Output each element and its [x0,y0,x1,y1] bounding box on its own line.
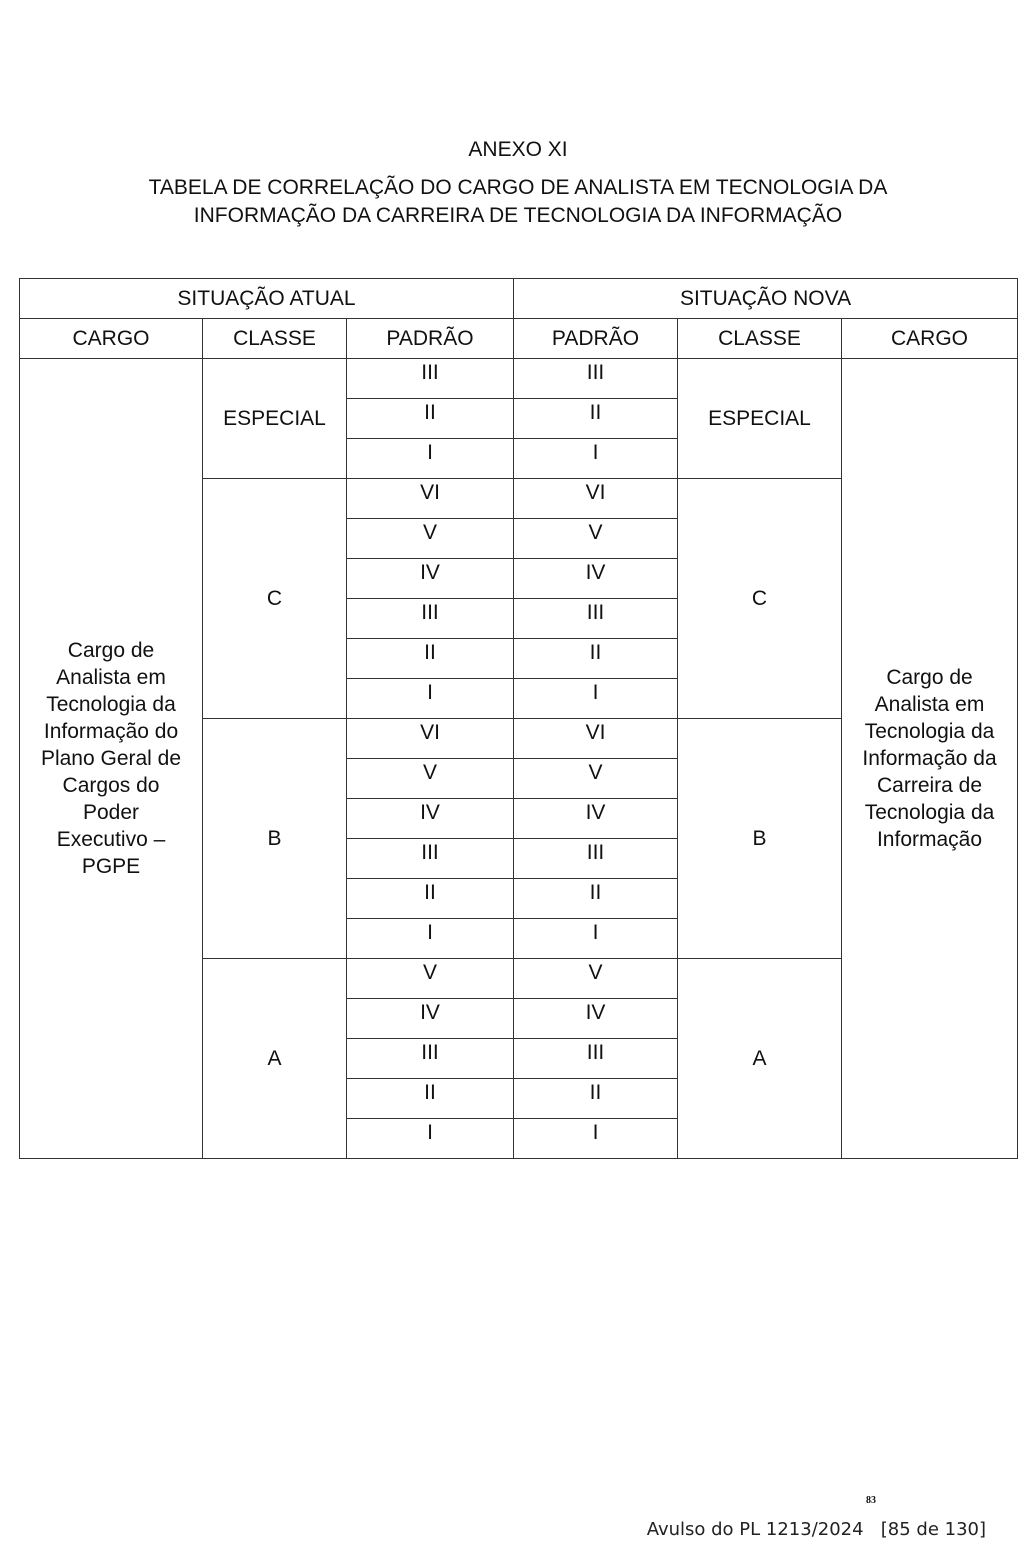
current-classe-header: CLASSE [203,319,347,359]
current-situation-header: SITUAÇÃO ATUAL [20,279,514,319]
new-padrao-cell: IV [514,999,678,1039]
current-padrao-cell: V [347,759,514,799]
current-padrao-cell: I [347,919,514,959]
new-padrao-cell: II [514,639,678,679]
new-padrao-cell: V [514,519,678,559]
new-classe-cell: A [678,959,842,1159]
current-classe-cell: ESPECIAL [203,359,347,479]
new-classe-header: CLASSE [678,319,842,359]
current-padrao-cell: V [347,959,514,999]
table-title [0,174,1024,230]
current-cargo-cell-line: PGPE [81,855,141,878]
new-padrao-cell: I [514,439,678,479]
current-padrao-cell: VI [347,479,514,519]
current-classe-cell: C [203,479,347,719]
current-padrao-cell: I [347,1119,514,1159]
current-padrao-cell: II [347,639,514,679]
new-padrao-cell: III [514,599,678,639]
new-padrao-cell: VI [514,479,678,519]
new-padrao-cell: VI [514,719,678,759]
current-classe-cell: B [203,719,347,959]
table-title-line: INFORMAÇÃO DA CARREIRA DE TECNOLOGIA DA INFORMAÇÃO [193,204,843,227]
current-padrao-cell: I [347,679,514,719]
current-padrao-cell: IV [347,999,514,1039]
new-padrao-cell: I [514,1119,678,1159]
new-padrao-cell: II [514,399,678,439]
current-padrao-header: PADRÃO [347,319,514,359]
table-body [20,359,1018,1159]
table-row [20,359,1018,399]
current-cargo-cell-line: Informação do [43,720,179,743]
new-padrao-cell: V [514,759,678,799]
new-cargo-cell-line: Informação da [862,747,997,770]
current-cargo-cell-line: Cargo de [67,639,155,662]
current-padrao-cell: VI [347,719,514,759]
new-padrao-cell: I [514,919,678,959]
current-padrao-cell: II [347,1079,514,1119]
footer-note: Avulso do PL 1213/2024 [85 de 130] [646,1519,986,1540]
new-classe-cell: C [678,479,842,719]
current-padrao-cell: IV [347,799,514,839]
current-padrao-cell: III [347,839,514,879]
current-cargo-cell-line: Analista em [56,666,166,689]
new-cargo-header: CARGO [842,319,1018,359]
current-cargo-header: CARGO [20,319,203,359]
column-header-row [20,319,1018,359]
current-padrao-cell: V [347,519,514,559]
current-padrao-cell: II [347,399,514,439]
new-padrao-cell: III [514,359,678,399]
current-cargo-cell-line: Tecnologia da [46,693,176,716]
annex-title: ANEXO XI [468,138,568,161]
current-cargo-cell-line: Plano Geral de [40,747,182,770]
current-padrao-cell: I [347,439,514,479]
current-padrao-cell: III [347,359,514,399]
new-cargo-cell-line: Analista em [874,693,985,716]
group-header-row [20,279,1018,319]
current-padrao-cell: III [347,1039,514,1079]
current-cargo-cell [20,359,203,1159]
new-padrao-cell: III [514,1039,678,1079]
new-padrao-header: PADRÃO [514,319,678,359]
new-cargo-cell [842,359,1018,1159]
new-cargo-cell-line: Cargo de [886,666,973,689]
new-classe-cell: ESPECIAL [678,359,842,479]
current-cargo-cell-line: Poder [82,801,140,824]
new-cargo-cell-line: Carreira de [876,774,983,797]
new-padrao-cell: II [514,879,678,919]
new-padrao-cell: II [514,1079,678,1119]
current-padrao-cell: IV [347,559,514,599]
new-cargo-cell-line: Informação [876,828,983,851]
new-cargo-cell-line: Tecnologia da [864,720,995,743]
new-padrao-cell: IV [514,799,678,839]
correlation-table [19,278,1018,1159]
new-padrao-cell: I [514,679,678,719]
current-cargo-cell-line: Executivo – [56,828,166,851]
new-classe-cell: B [678,719,842,959]
current-padrao-cell: III [347,599,514,639]
new-padrao-cell: IV [514,559,678,599]
current-cargo-cell-line: Cargos do [62,774,160,797]
new-situation-header: SITUAÇÃO NOVA [514,279,1018,319]
table-title-line: TABELA DE CORRELAÇÃO DO CARGO DE ANALISTA EM TECNOLOGIA DA [148,176,888,199]
current-padrao-cell: II [347,879,514,919]
new-cargo-cell-line: Tecnologia da [864,801,995,824]
page-number: 83 [866,1495,876,1506]
new-padrao-cell: III [514,839,678,879]
current-classe-cell: A [203,959,347,1159]
new-padrao-cell: V [514,959,678,999]
